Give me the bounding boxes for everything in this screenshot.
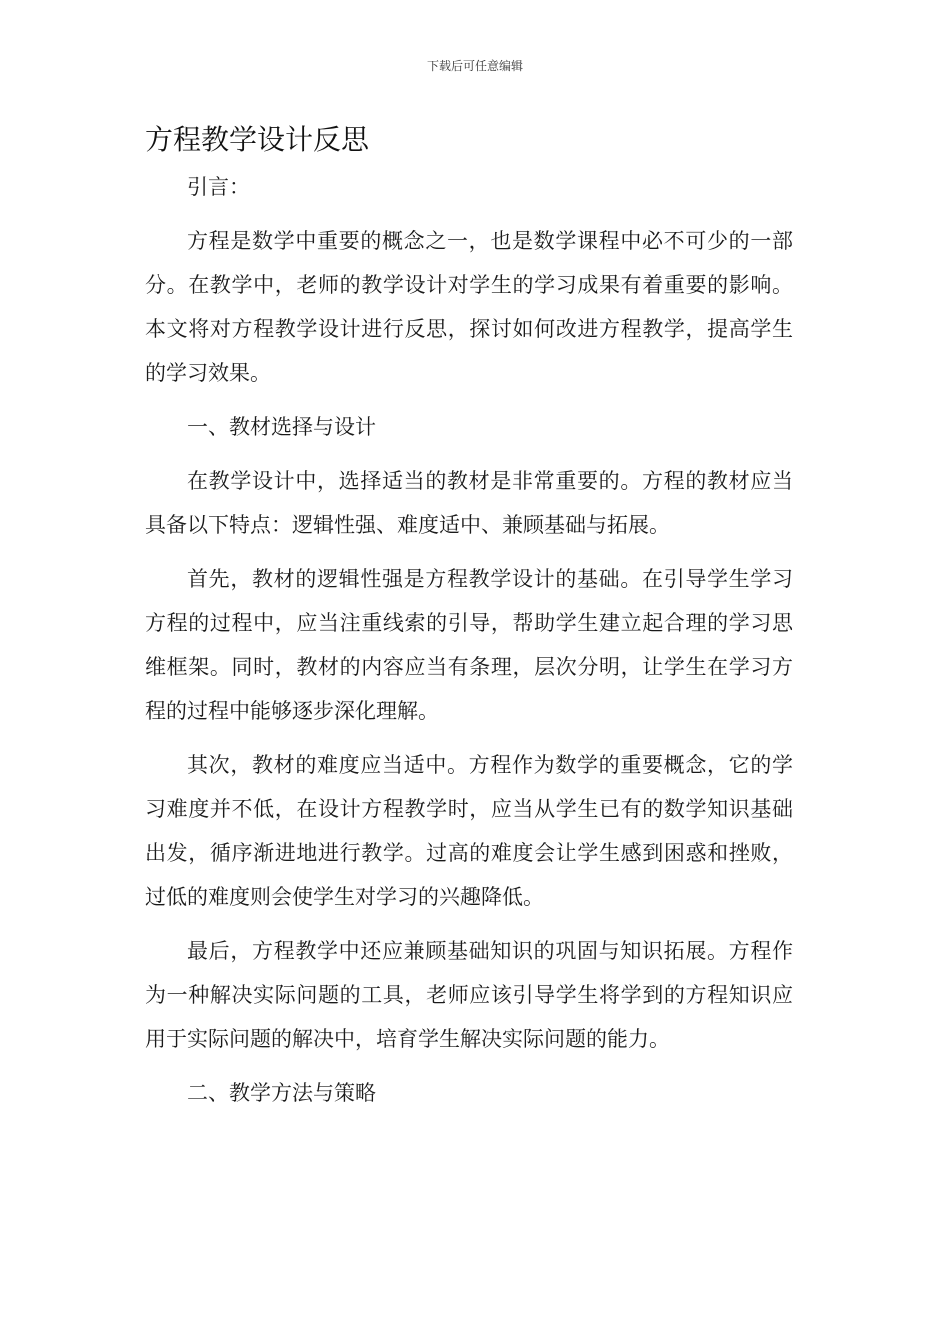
paragraph-intro-label: 引言： xyxy=(187,175,250,199)
paragraph-materials-difficulty: 其次，教材的难度应当适中。方程作为数学的重要概念，它的学习难度并不低，在设计方程教学时，应当从学生已有的数学知识基础出发，循序渐进地进行教学。过高的难度会让学生感到困惑和挫败，过低的难度则会使学生对学习的兴趣降低。 xyxy=(145,753,793,909)
page-header-note: 下载后可任意编辑 xyxy=(426,59,523,73)
document-body xyxy=(145,165,793,1125)
section-heading-methods: 二、教学方法与策略 xyxy=(187,1081,376,1105)
section-heading-materials: 一、教材选择与设计 xyxy=(187,415,376,439)
paragraph-materials-logic: 首先，教材的逻辑性强是方程教学设计的基础。在引导学生学习方程的过程中，应当注重线索的引导，帮助学生建立起合理的学习思维框架。同时，教材的内容应当有条理，层次分明，让学生在学习方程的过程中能够逐步深化理解。 xyxy=(145,567,793,723)
paragraph-intro: 方程是数学中重要的概念之一，也是数学课程中必不可少的一部分。在教学中，老师的教学设计对学生的学习成果有着重要的影响。本文将对方程教学设计进行反思，探讨如何改进方程教学，提高学生的学习效果。 xyxy=(145,229,793,385)
paragraph-materials-extension: 最后，方程教学中还应兼顾基础知识的巩固与知识拓展。方程作为一种解决实际问题的工具，老师应该引导学生将学到的方程知识应用于实际问题的解决中，培育学生解决实际问题的能力。 xyxy=(145,939,793,1051)
document-title: 方程教学设计反思 xyxy=(145,123,370,156)
paragraph-materials-overview: 在教学设计中，选择适当的教材是非常重要的。方程的教材应当具备以下特点：逻辑性强、难度适中、兼顾基础与拓展。 xyxy=(145,469,793,537)
